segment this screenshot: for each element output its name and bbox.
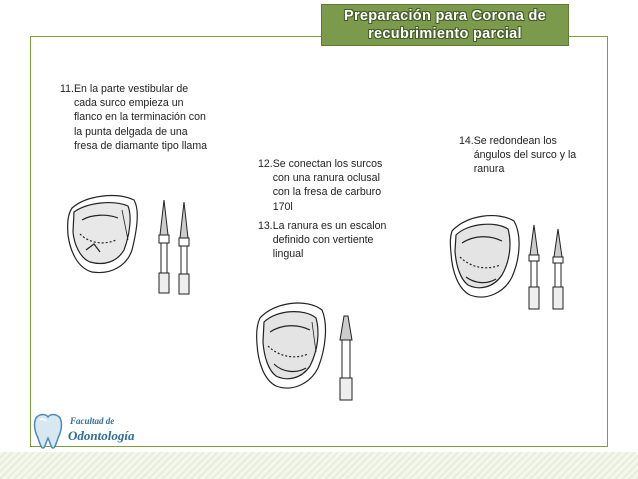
- tooth-flame-bur-illustration: [62, 190, 212, 300]
- tooth-icon: [32, 412, 64, 450]
- step-text: La ranura es un escalon definido con vertiente lingual: [272, 220, 387, 261]
- logo-line-1: Facultad de: [70, 416, 115, 426]
- slide-title: [321, 4, 569, 46]
- step-number: 14.: [459, 135, 474, 147]
- step-number: 11.: [60, 83, 74, 95]
- step-11: [60, 82, 210, 153]
- step-14: [459, 134, 579, 177]
- step-13: [258, 219, 393, 262]
- step-text: Se conectan los surcos con una ranura oclusal con la fresa de carburo 170l: [272, 158, 383, 213]
- step-number: 13.: [258, 220, 273, 232]
- step-text: Se redondean los ángulos del surco y la ranura: [473, 135, 577, 176]
- logo-line-2: Odontología: [68, 428, 135, 443]
- title-line-1: Preparación para Corona de: [344, 8, 546, 24]
- step-12: [258, 157, 393, 214]
- title-line-2: recubrimiento parcial: [368, 26, 522, 42]
- bottom-decoration-band: [0, 452, 638, 479]
- faculty-logo: [30, 408, 135, 452]
- tooth-carbide-bur-illustration: [252, 288, 372, 418]
- tooth-rounding-bur-illustration: [446, 205, 576, 325]
- step-number: 12.: [258, 158, 273, 170]
- step-text: En la parte vestibular de cada surco empieza un flanco en la terminación con la punta delgada de una fresa de diamante tipo llama: [73, 83, 208, 152]
